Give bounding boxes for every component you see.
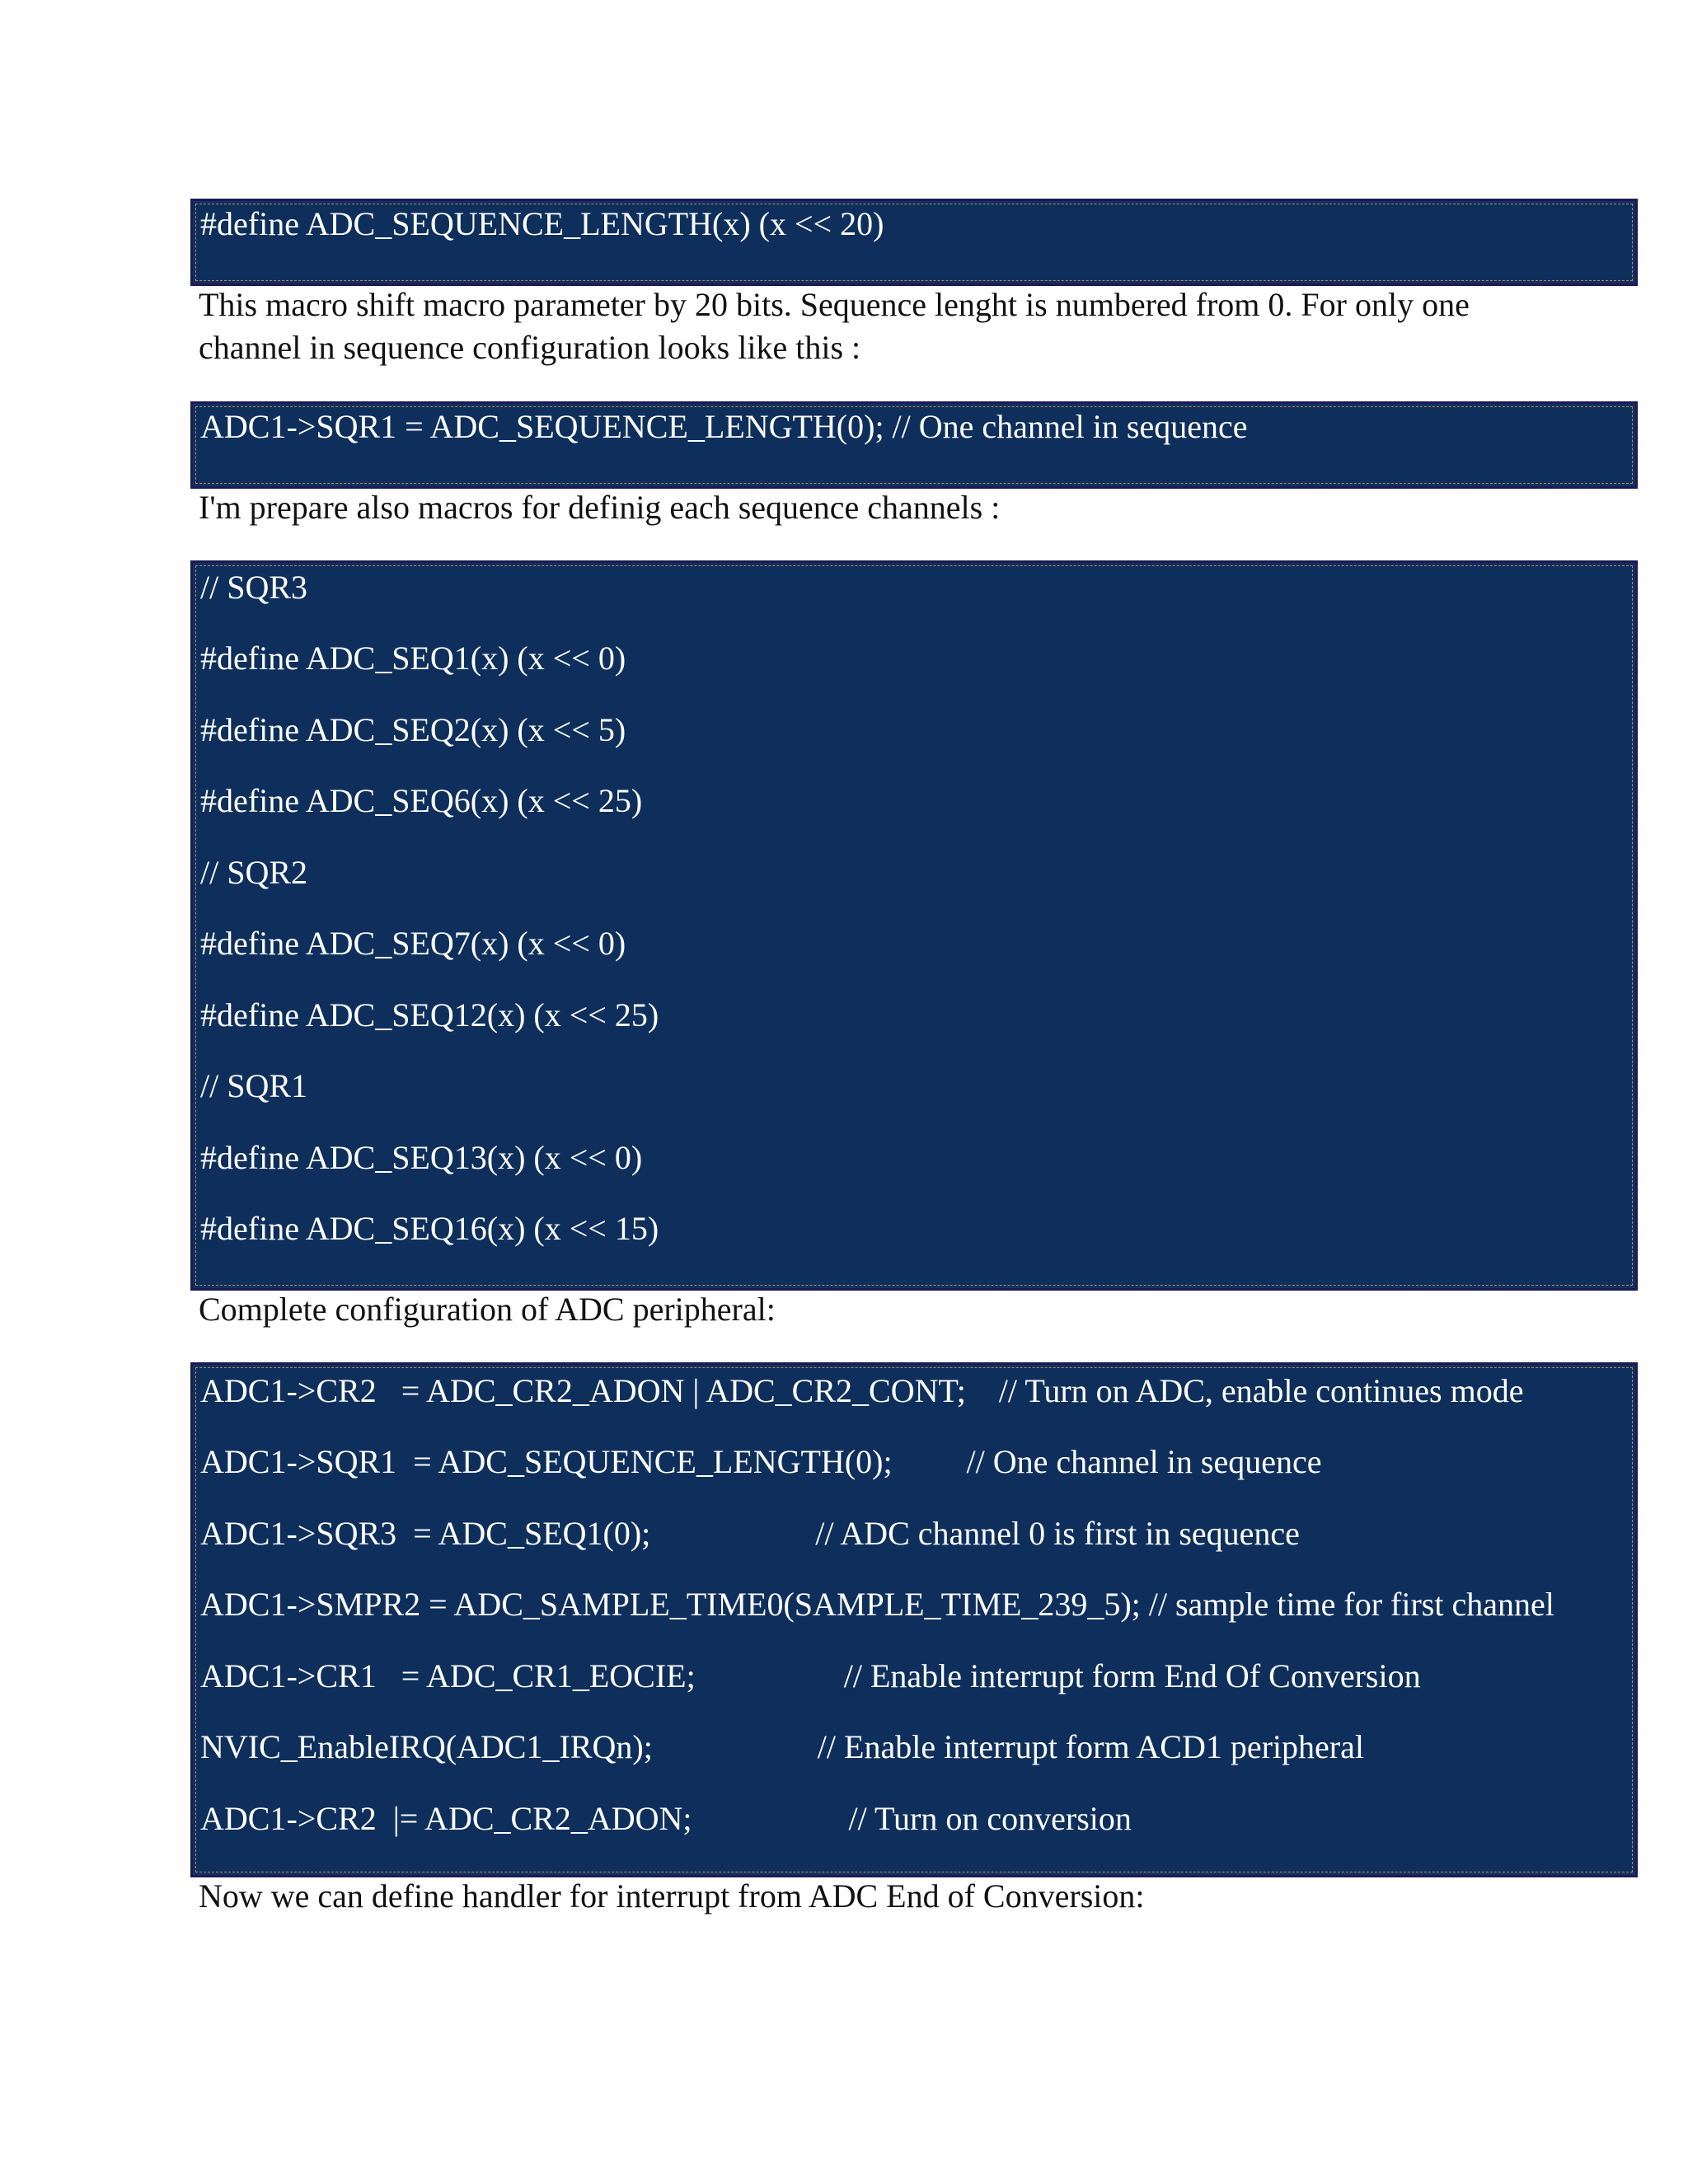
code-line: #define ADC_SEQ16(x) (x << 15)	[200, 1210, 659, 1247]
paragraph-interrupt-handler-intro: Now we can define handler for interrupt from ADC End of Conversion:	[199, 1877, 1145, 1915]
code-line: #define ADC_SEQUENCE_LENGTH(x) (x << 20)	[200, 205, 884, 242]
code-line: NVIC_EnableIRQ(ADC1_IRQn); // Enable interrupt form ACD1 peripheral	[200, 1728, 1364, 1765]
code-comment-sqr1: // SQR1	[200, 1067, 308, 1104]
code-line: ADC1->SMPR2 = ADC_SAMPLE_TIME0(SAMPLE_TIME_239_5); // sample time for first channel	[200, 1586, 1554, 1623]
code-comment-sqr3: // SQR3	[200, 569, 308, 606]
code-comment-sqr2: // SQR2	[200, 854, 308, 891]
paragraph-sequence-macros-intro: I'm prepare also macros for definig each sequence channels :	[199, 489, 1001, 526]
code-line: ADC1->CR2 = ADC_CR2_ADON | ADC_CR2_CONT; // Turn on ADC, enable continues mode	[200, 1372, 1524, 1409]
code-line: #define ADC_SEQ6(x) (x << 25)	[200, 782, 643, 819]
code-line: ADC1->CR1 = ADC_CR1_EOCIE; // Enable interrupt form End Of Conversion	[200, 1657, 1421, 1694]
code-block-sequence-channel-macros	[190, 560, 1638, 1291]
code-block-sqr1-example	[190, 401, 1638, 489]
code-line: ADC1->SQR3 = ADC_SEQ1(0); // ADC channel 0 is first in sequence	[200, 1515, 1300, 1552]
code-line: #define ADC_SEQ13(x) (x << 0)	[200, 1139, 643, 1176]
code-block-sequence-length-macro	[190, 199, 1638, 286]
code-line: ADC1->CR2 |= ADC_CR2_ADON; // Turn on conversion	[200, 1800, 1132, 1837]
code-line: ADC1->SQR1 = ADC_SEQUENCE_LENGTH(0); // One channel in sequence	[200, 1443, 1322, 1480]
code-line: #define ADC_SEQ7(x) (x << 0)	[200, 925, 626, 962]
code-line: #define ADC_SEQ2(x) (x << 5)	[200, 711, 626, 748]
paragraph-macro-description-line-1: This macro shift macro parameter by 20 bits. Sequence lenght is numbered from 0. For only one	[199, 286, 1470, 323]
code-block-adc-configuration	[190, 1362, 1638, 1877]
paragraph-macro-description-line-2: channel in sequence configuration looks like this :	[199, 329, 861, 366]
code-line: #define ADC_SEQ1(x) (x << 0)	[200, 640, 626, 677]
paragraph-complete-configuration: Complete configuration of ADC peripheral:	[199, 1291, 776, 1328]
code-line: #define ADC_SEQ12(x) (x << 25)	[200, 996, 659, 1033]
code-line: ADC1->SQR1 = ADC_SEQUENCE_LENGTH(0); // One channel in sequence	[200, 408, 1248, 445]
